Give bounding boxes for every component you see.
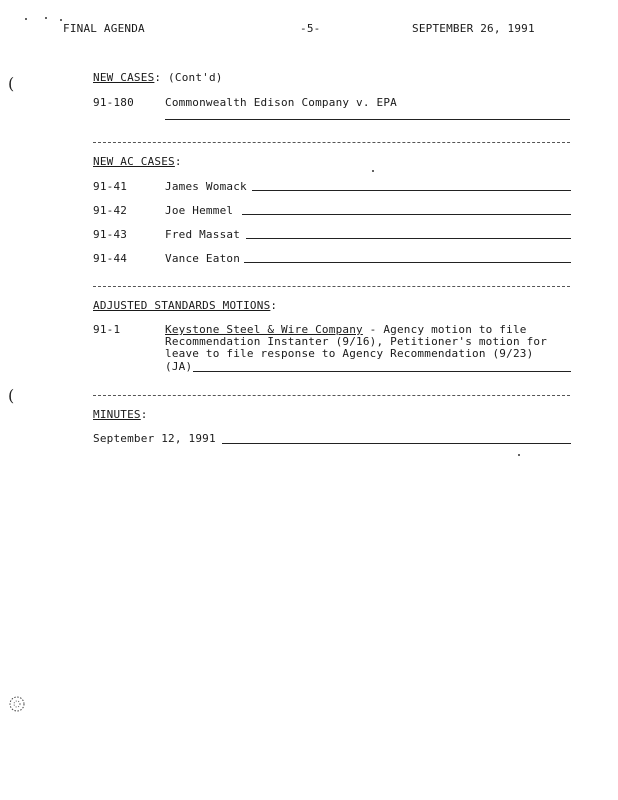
- signature-line: [222, 443, 571, 444]
- section-divider: [93, 142, 570, 143]
- case-name: Joe Hemmel: [165, 204, 234, 217]
- section-heading-new-ac-cases: [93, 156, 182, 168]
- signature-line: [193, 371, 571, 372]
- heading-suffix: :: [174, 155, 182, 168]
- heading-text: NEW CASES: [93, 71, 155, 84]
- section-heading-minutes: [93, 409, 148, 421]
- case-name: Fred Massat: [165, 228, 241, 241]
- case-name: Commonwealth Edison Company v. EPA: [165, 96, 397, 109]
- margin-bracket-mark: (: [8, 74, 15, 93]
- scan-speck: [372, 170, 374, 172]
- motion-party: Keystone Steel & Wire Company: [165, 323, 363, 336]
- signature-line: [244, 262, 571, 263]
- case-number: 91-43: [93, 228, 128, 241]
- section-heading-new-cases: [93, 72, 223, 84]
- scan-speck: [45, 17, 47, 19]
- scan-speck: [25, 18, 27, 20]
- motion-line-4: (JA): [165, 360, 193, 373]
- case-name: James Womack: [165, 180, 247, 193]
- heading-suffix: :: [140, 408, 148, 421]
- header-left: FINAL AGENDA: [63, 22, 145, 35]
- case-number: 91-41: [93, 180, 128, 193]
- heading-text: MINUTES: [93, 408, 141, 421]
- case-number: 91-44: [93, 252, 128, 265]
- heading-suffix: :: [270, 299, 278, 312]
- margin-bracket-mark: (: [8, 386, 15, 405]
- motion-number: 91-1: [93, 323, 121, 336]
- case-name: Vance Eaton: [165, 252, 241, 265]
- signature-line: [242, 214, 571, 215]
- hole-punch-mark: [7, 693, 27, 715]
- signature-line: [252, 190, 571, 191]
- heading-suffix: : (Cont'd): [154, 71, 223, 84]
- header-date: SEPTEMBER 26, 1991: [412, 22, 535, 35]
- minutes-date: September 12, 1991: [93, 432, 216, 445]
- header-page-number: -5-: [300, 22, 321, 35]
- case-number: 91-180: [93, 96, 134, 109]
- signature-line: [246, 238, 571, 239]
- section-heading-adjusted-standards: [93, 300, 277, 312]
- signature-line: [165, 119, 570, 120]
- motion-line-3: leave to file response to Agency Recommendation (9/23): [165, 347, 534, 360]
- motion-line-2: Recommendation Instanter (9/16), Petitioner's motion for: [165, 335, 548, 348]
- heading-text: NEW AC CASES: [93, 155, 175, 168]
- case-number: 91-42: [93, 204, 128, 217]
- scan-speck: [518, 454, 520, 456]
- scan-speck: [60, 19, 62, 21]
- heading-text: ADJUSTED STANDARDS MOTIONS: [93, 299, 271, 312]
- section-divider: [93, 286, 570, 287]
- motion-text: - Agency motion to file: [362, 323, 527, 336]
- section-divider: [93, 395, 570, 396]
